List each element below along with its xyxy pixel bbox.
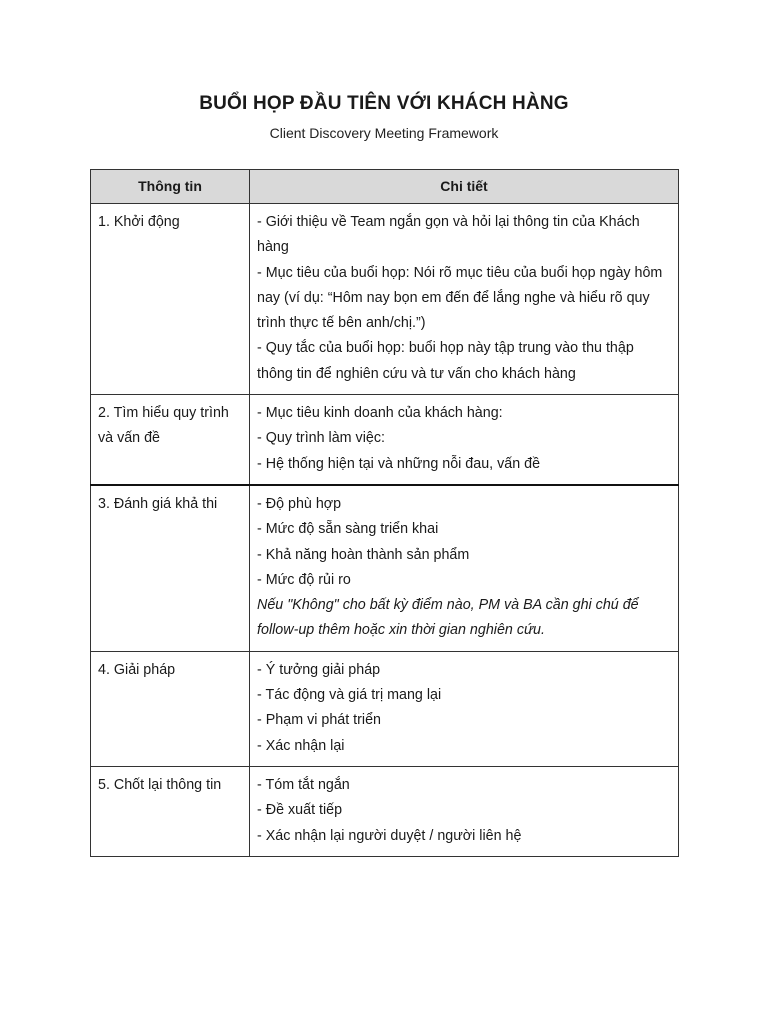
row-detail-cell	[250, 651, 679, 766]
detail-line: - Giới thiệu về Team ngắn gọn và hỏi lại thông tin của Khách hàng	[257, 214, 640, 256]
detail-line: - Tác động và giá trị mang lại	[257, 687, 442, 704]
detail-line: - Tóm tắt ngắn	[257, 776, 350, 793]
detail-line: - Đề xuất tiếp	[257, 802, 343, 819]
framework-table	[90, 169, 679, 857]
table-row	[91, 395, 679, 485]
header-detail: Chi tiết	[250, 170, 679, 204]
row-detail-cell	[250, 485, 679, 651]
row-info-cell: 4. Giải pháp	[91, 651, 250, 766]
table-row	[91, 485, 679, 651]
table-row	[91, 766, 679, 856]
row-info-cell: 2. Tìm hiểu quy trình và vấn đề	[91, 395, 250, 485]
detail-line: - Mục tiêu của buổi họp: Nói rõ mục tiêu của buổi họp ngày hôm nay (ví dụ: “Hôm nay bọn em đến để lắng nghe và hiểu rõ quy trình thực tế bên anh/chị.”)	[257, 264, 663, 332]
detail-line: - Quy trình làm việc:	[257, 430, 385, 447]
detail-line: - Quy tắc của buổi họp: buổi họp này tập trung vào thu thập thông tin để nghiên cứu và tư vấn cho khách hàng	[257, 340, 634, 382]
detail-line: - Mức độ sẵn sàng triển khai	[257, 521, 439, 538]
row-detail-cell	[250, 395, 679, 485]
detail-line: - Mức độ rủi ro	[257, 571, 351, 588]
table-row	[91, 204, 679, 395]
detail-line: - Xác nhận lại	[257, 737, 345, 754]
detail-line: - Độ phù hợp	[257, 495, 342, 512]
row-info-cell: 5. Chốt lại thông tin	[91, 766, 250, 856]
detail-line: - Mục tiêu kinh doanh của khách hàng:	[257, 405, 503, 422]
detail-note: Nếu "Không" cho bất kỳ điểm nào, PM và BA cần ghi chú để follow-up thêm hoặc xin thời gian nghiên cứu.	[257, 597, 639, 639]
detail-line: - Xác nhận lại người duyệt / người liên hệ	[257, 827, 522, 844]
row-info-cell: 3. Đánh giá khả thi	[91, 485, 250, 651]
table-header-row	[91, 170, 679, 204]
table-row	[91, 651, 679, 766]
row-detail-cell	[250, 766, 679, 856]
detail-line: - Phạm vi phát triển	[257, 712, 381, 729]
detail-line: - Hệ thống hiện tại và những nỗi đau, vấn đề	[257, 455, 541, 472]
row-info-cell: 1. Khởi động	[91, 204, 250, 395]
document-title: BUỔI HỌP ĐẦU TIÊN VỚI KHÁCH HÀNG	[199, 93, 569, 114]
document-subtitle: Client Discovery Meeting Framework	[269, 125, 499, 141]
header-info: Thông tin	[91, 170, 250, 204]
row-detail-cell	[250, 204, 679, 395]
detail-line: - Ý tưởng giải pháp	[257, 661, 381, 678]
detail-line: - Khả năng hoàn thành sản phẩm	[257, 546, 470, 563]
